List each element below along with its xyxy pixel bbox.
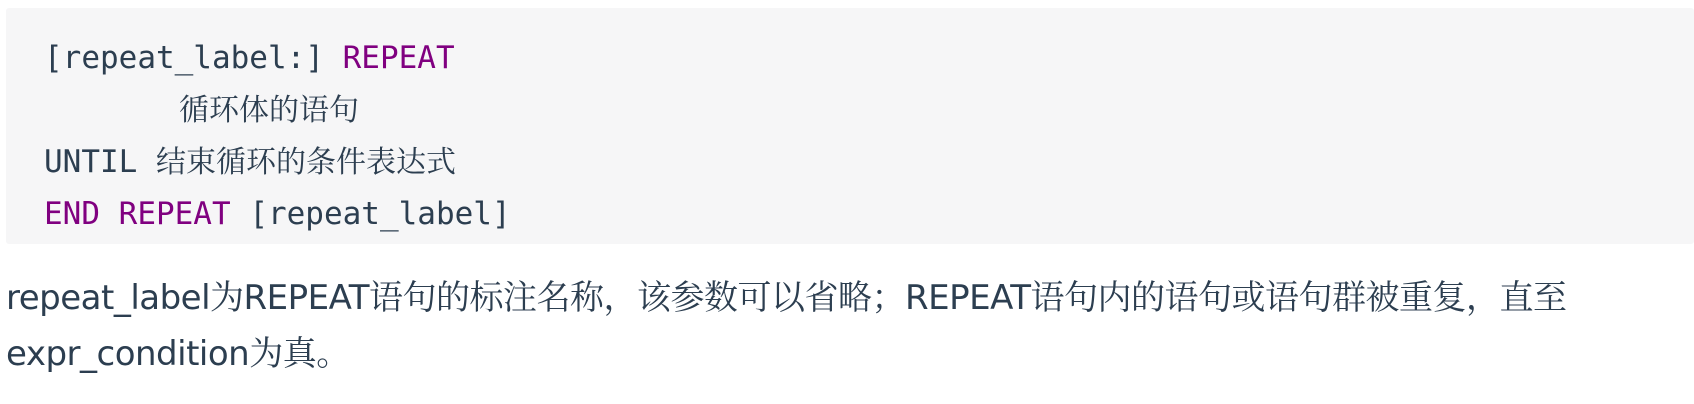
description-paragraph: repeat_label为REPEAT语句的标注名称，该参数可以省略；REPEAT语句内的语句或语句群被重复，直至expr_condition为真。 bbox=[6, 278, 1567, 374]
code-line-end-repeat bbox=[44, 188, 1694, 240]
end-repeat-keyword: END REPEAT bbox=[44, 196, 231, 232]
until-keyword: UNTIL bbox=[44, 144, 138, 180]
end-repeat-label: [repeat_label] bbox=[249, 196, 511, 232]
code-block bbox=[6, 8, 1694, 244]
code-line-repeat bbox=[44, 32, 1694, 84]
code-line-until bbox=[44, 136, 1694, 188]
until-condition: 结束循环的条件表达式 bbox=[156, 145, 456, 180]
repeat-keyword: REPEAT bbox=[342, 40, 455, 76]
loop-body-statement: 循环体的语句 bbox=[179, 93, 359, 128]
code-line-body bbox=[44, 84, 1694, 136]
repeat-label-placeholder: [repeat_label:] bbox=[44, 40, 324, 76]
